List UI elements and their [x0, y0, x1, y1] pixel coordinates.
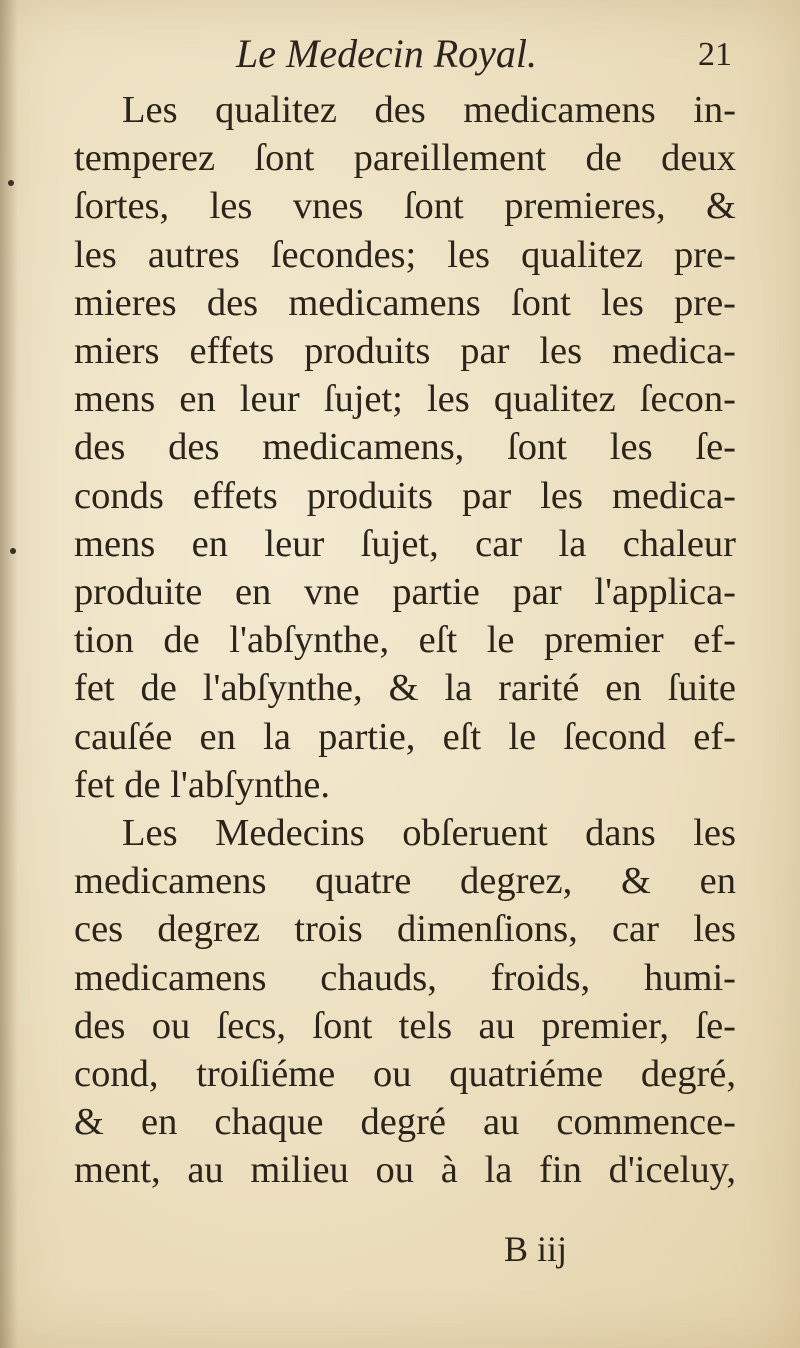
text-line: medicamens quatre degrez, & en — [74, 860, 736, 903]
text-line: cond, troiſiéme ou quatriéme degré, — [74, 1053, 736, 1096]
text-line: cauſée en la partie, eſt le ſecond ef- — [74, 715, 736, 758]
text-line: miers effets produits par les medica- — [74, 330, 736, 373]
body-text — [74, 86, 736, 1195]
text-line: Les qualitez des medicamens in- — [122, 89, 736, 131]
paragraph-2 — [74, 809, 736, 1195]
page-header — [76, 26, 732, 82]
signature-mark: B iij — [504, 1229, 568, 1269]
text-line: fet de l'abſynthe. — [74, 763, 331, 806]
text-line: produite en vne partie par l'applica- — [74, 571, 736, 614]
text-line: les autres ſecondes; les qualitez pre- — [74, 233, 736, 276]
text-line: fet de l'abſynthe, & la rarité en ſuite — [74, 667, 736, 710]
text-line: & en chaque degré au commence- — [74, 1101, 736, 1144]
text-line: medicamens chauds, froids, humi- — [74, 956, 736, 999]
ink-speck — [10, 548, 16, 554]
text-line: des des medicamens, ſont les ſe- — [74, 426, 736, 469]
text-line: ſortes, les vnes ſont premieres, & — [74, 185, 736, 228]
text-line: temperez ſont pareillement de deux — [74, 137, 736, 180]
page-number: 21 — [698, 36, 732, 73]
text-line: ment, au milieu ou à la fin d'iceluy, — [74, 1149, 736, 1192]
text-line: Les Medecins obſeruent dans les — [122, 812, 736, 855]
text-line: ces degrez trois dimenſions, car les — [74, 908, 736, 951]
text-line: mens en leur ſujet; les qualitez ſecon- — [74, 378, 736, 421]
text-line: conds effets produits par les medica- — [74, 474, 736, 517]
paragraph-1 — [74, 86, 736, 809]
text-line: tion de l'abſynthe, eſt le premier ef- — [74, 619, 736, 662]
text-line: des ou ſecs, ſont tels au premier, ſe- — [74, 1004, 736, 1047]
spine-shadow — [0, 0, 18, 1348]
text-line: mens en leur ſujet, car la chaleur — [74, 522, 736, 565]
text-line: mieres des medicamens ſont les pre- — [74, 281, 736, 324]
running-title: Le Medecin Royal. — [236, 31, 537, 76]
ink-speck — [8, 180, 14, 186]
